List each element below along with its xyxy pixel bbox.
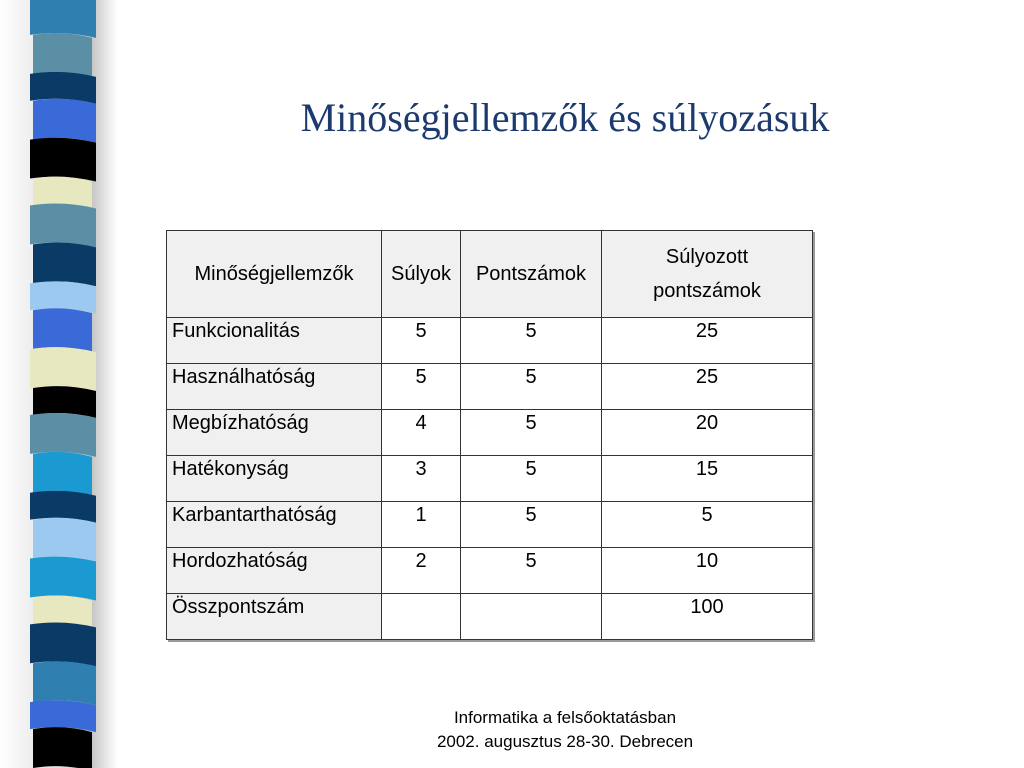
decorative-stripe [30,700,96,732]
row-score: 5 [461,548,602,594]
row-name: Megbízhatóság [167,410,382,456]
decorative-stripe [33,99,96,143]
total-score [461,594,602,640]
table-row [167,318,813,364]
table-row [167,502,813,548]
slide-title: Minőségjellemzők és súlyozásuk [300,95,830,140]
row-weighted-score: 15 [602,456,813,502]
decorative-stripe [30,347,96,391]
row-weighted-score: 25 [602,318,813,364]
row-weighted-score: 20 [602,410,813,456]
row-name: Karbantarthatóság [167,502,382,548]
row-weight: 4 [382,410,461,456]
quality-table [166,230,813,640]
header-scores: Pontszámok [461,231,602,318]
row-weight: 5 [382,364,461,410]
footer-date-location: 2002. augusztus 28-30. Debrecen [436,732,694,751]
decorative-stripe [33,727,92,768]
decorative-stripe [33,242,96,286]
row-name: Funkcionalitás [167,318,382,364]
decorative-stripe [30,622,96,666]
table-header-row [167,231,813,318]
decorative-stripe [30,204,96,248]
decorative-stripe [33,596,92,628]
row-score: 5 [461,318,602,364]
row-score: 5 [461,410,602,456]
header-weights: Súlyok [382,231,461,318]
header-quality-attributes: Minőségjellemzők [167,231,382,318]
slide-footer [380,706,750,754]
total-weighted-score: 100 [602,594,813,640]
total-weight [382,594,461,640]
decorative-stripe [33,177,92,209]
row-weighted-score: 25 [602,364,813,410]
table-row [167,548,813,594]
row-name: Hordozhatóság [167,548,382,594]
decorative-stripe [30,281,96,313]
decorative-stripe [33,308,92,352]
decorative-stripe [30,0,96,38]
decorative-stripe [33,452,92,496]
decorative-stripe [30,138,96,182]
decorative-stripe [33,386,96,418]
decorative-stripe [30,413,96,457]
row-score: 5 [461,502,602,548]
quality-table-container [166,230,813,640]
row-weight: 1 [382,502,461,548]
row-weight: 3 [382,456,461,502]
footer-event-name: Informatika a felsőoktatásban [453,708,677,727]
row-weighted-score: 5 [602,502,813,548]
table-row [167,364,813,410]
table-total-row [167,594,813,640]
table-row [167,410,813,456]
row-name: Hatékonyság [167,456,382,502]
table-row [167,456,813,502]
decorative-stripe [33,518,96,562]
decorative-stripe-band [0,0,110,768]
row-score: 5 [461,456,602,502]
decorative-stripe [33,33,92,77]
row-score: 5 [461,364,602,410]
row-weighted-score: 10 [602,548,813,594]
row-weight: 2 [382,548,461,594]
total-label: Összpontszám [167,594,382,640]
row-name: Használhatóság [167,364,382,410]
row-weight: 5 [382,318,461,364]
decorative-stripe [33,661,96,705]
decorative-stripe [30,557,96,601]
header-weighted-scores: Súlyozott pontszámok [602,231,813,318]
